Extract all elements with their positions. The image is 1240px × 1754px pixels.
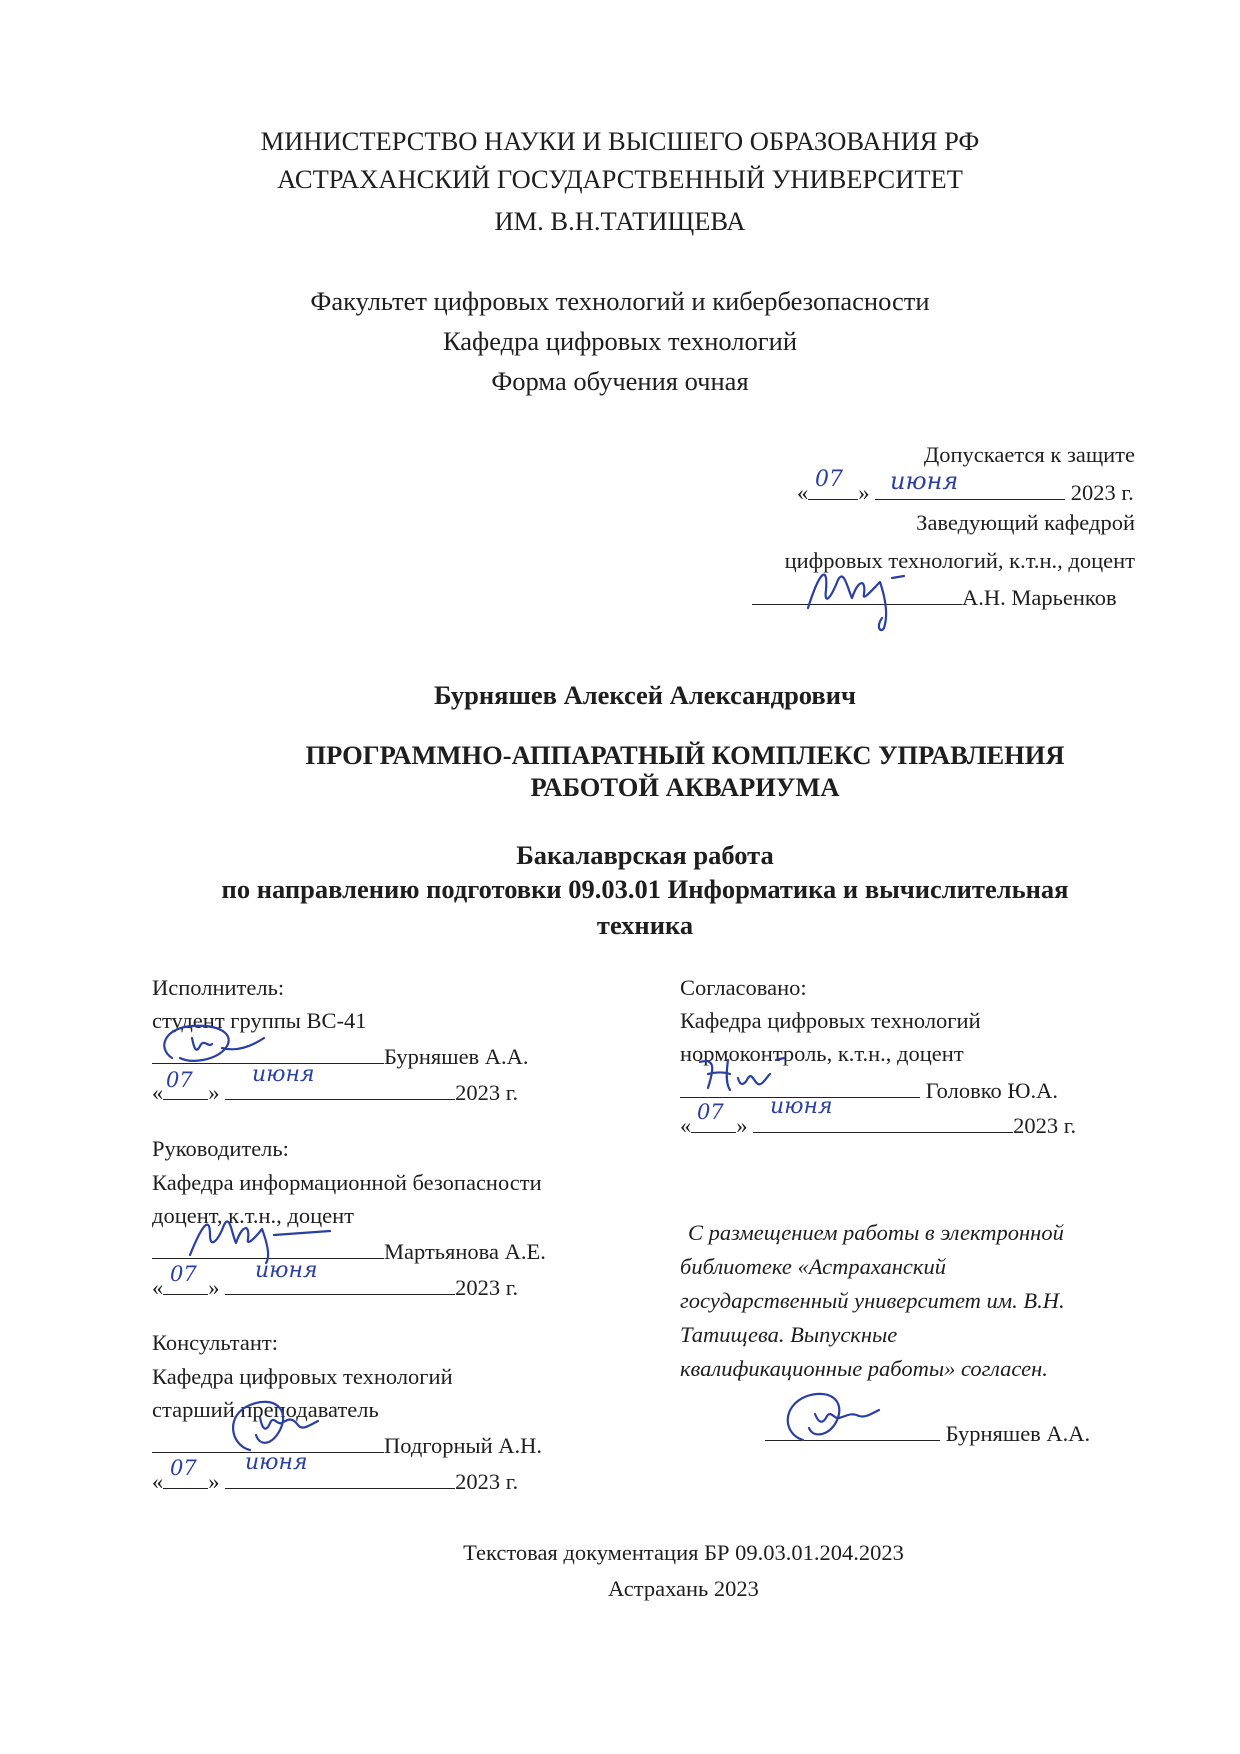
study-form-line: Форма обучения очная [491,366,749,396]
doc-code: Текстовая документация БР 09.03.01.204.2023 [463,1540,904,1565]
approval-date [797,477,1134,506]
university-name-line: ИМ. В.Н.ТАТИЩЕВА [494,206,746,236]
performer-name: Бурняшев А.А. [384,1044,529,1069]
performer-month-handwritten: июня [252,1062,315,1087]
agreed-department: Кафедра цифровых технологий [680,1008,981,1033]
supervisor-date [152,1272,518,1301]
consent-line-4: Татищева. Выпускные [680,1322,898,1347]
consultant-month-handwritten: июня [245,1450,308,1475]
agreed-name: Головко Ю.А. [925,1078,1058,1103]
work-type: Бакалаврская работа [516,840,774,870]
quote-open: « [152,1080,164,1105]
city-year: Астрахань 2023 [608,1576,759,1601]
consultant-role: Консультант: [152,1330,278,1355]
consultant-position: старший преподаватель [152,1397,379,1422]
direction-line-2: техника [596,910,694,940]
supervisor-signature [180,1205,340,1265]
head-position-1: Заведующий кафедрой [916,510,1135,535]
agreed-month-handwritten: июня [770,1094,833,1119]
performer-position: студент группы ВС-41 [152,1008,367,1033]
agreed-signature [690,1050,810,1100]
consultant-name: Подгорный А.Н. [384,1433,543,1458]
head-signature [800,560,910,635]
approval-year: 2023 г. [1070,480,1134,505]
consent-line-1: С размещением работы в электронной [688,1220,1064,1245]
agreed-year: 2023 г. [1013,1113,1077,1138]
consultant-department: Кафедра цифровых технологий [152,1364,453,1389]
quote-close: » [208,1469,220,1494]
quote-close: » [208,1080,220,1105]
department-line: Кафедра цифровых технологий [442,326,798,356]
quote-close: » [858,480,870,505]
title-line-2: РАБОТОЙ АКВАРИУМА [530,772,840,802]
consent-signature [775,1388,885,1448]
agreed-role: Согласовано: [680,975,807,1000]
consent-line-3: государственный университет им. В.Н. [680,1288,1065,1313]
consultant-year: 2023 г. [455,1469,519,1494]
consent-line-2: библиотеке «Астраханский [680,1254,946,1279]
author-name: Бурняшев Алексей Александрович [434,680,856,710]
consultant-signature-line [152,1430,542,1459]
direction-line: по направлению подготовки 09.03.01 Информатика и вычислительная [221,874,1069,904]
quote-open: « [152,1469,164,1494]
consent-line-5: квалификационные работы» согласен. [680,1356,1048,1381]
quote-open: « [680,1113,692,1138]
performer-day-handwritten: 07 [166,1068,193,1092]
quote-close: » [736,1113,748,1138]
supervisor-year: 2023 г. [455,1275,519,1300]
consultant-date [152,1466,518,1495]
quote-close: » [208,1275,220,1300]
consultant-signature [220,1395,330,1455]
supervisor-position: доцент, к.т.н., доцент [152,1203,354,1228]
agreed-position: нормоконтроль, к.т.н., доцент [680,1041,964,1066]
performer-year: 2023 г. [455,1080,519,1105]
quote-open: « [797,480,809,505]
faculty-line: Факультет цифровых технологий и кибербезопасности [310,286,930,316]
head-position-2: цифровых технологий, к.т.н., доцент [784,548,1135,573]
consent-name: Бурняшев А.А. [945,1421,1091,1446]
supervisor-role: Руководитель: [152,1136,289,1161]
quote-open: « [152,1275,164,1300]
performer-date [152,1077,518,1106]
supervisor-month-handwritten: июня [255,1258,318,1283]
performer-role: Исполнитель: [152,975,285,1000]
university-line: АСТРАХАНСКИЙ ГОСУДАРСТВЕННЫЙ УНИВЕРСИТЕТ [277,164,963,194]
ministry-line: МИНИСТЕРСТВО НАУКИ И ВЫСШЕГО ОБРАЗОВАНИЯ РФ [260,126,980,156]
supervisor-name: Мартьянова А.Е. [384,1239,546,1264]
supervisor-day-handwritten: 07 [170,1262,197,1286]
head-name: А.Н. Марьенков [962,585,1117,610]
agreed-day-handwritten: 07 [697,1100,724,1124]
admitted-label: Допускается к защите [923,442,1135,467]
title-line-1: ПРОГРАММНО-АППАРАТНЫЙ КОМПЛЕКС УПРАВЛЕНИЯ [305,740,1065,770]
agreed-date [680,1110,1076,1139]
supervisor-department: Кафедра информационной безопасности [152,1170,542,1195]
approval-month-handwritten: июня [890,467,959,495]
approval-day-handwritten: 07 [815,467,843,492]
consultant-day-handwritten: 07 [170,1456,197,1480]
